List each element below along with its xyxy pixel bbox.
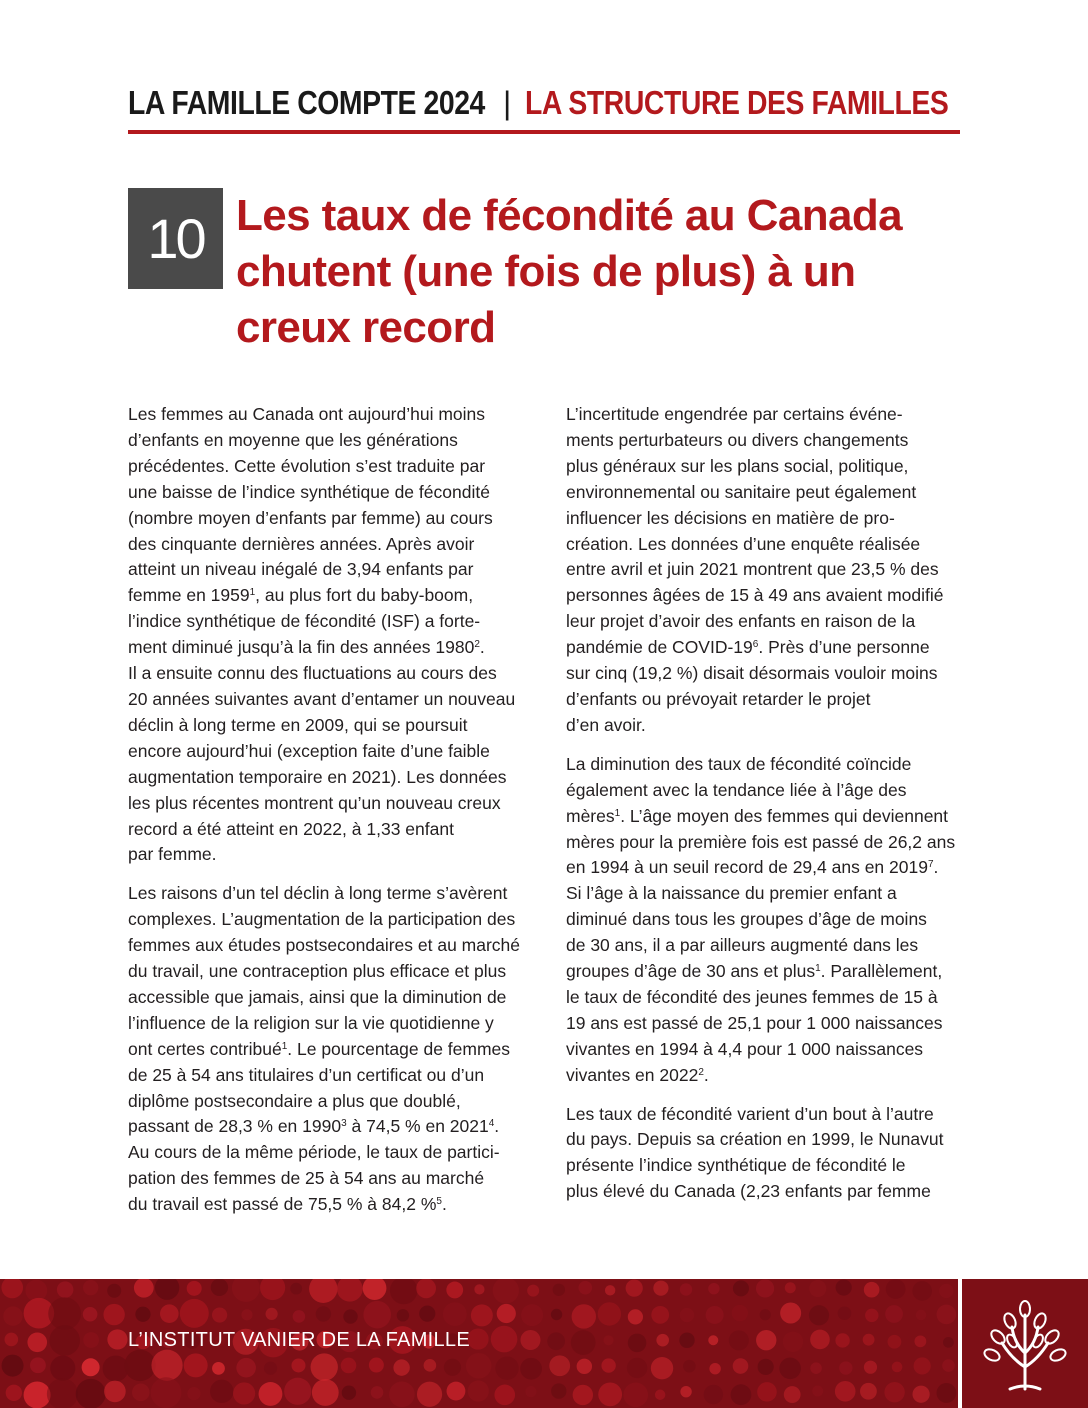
decorative-dot <box>603 1335 613 1345</box>
decorative-dot <box>371 1386 384 1399</box>
decorative-dot <box>312 1379 339 1406</box>
footnote-ref: 2 <box>474 639 480 651</box>
decorative-dot <box>651 1357 673 1379</box>
text-fragment: . L’âge moyen des femmes qui deviennent <box>620 805 949 826</box>
decorative-dot <box>266 1308 278 1320</box>
text-line <box>566 635 974 661</box>
text-line: 20 années suivantes avant d’entamer un nouveau <box>128 688 516 709</box>
decorative-dot <box>942 1359 955 1372</box>
decorative-dot <box>651 1306 669 1324</box>
decorative-dot <box>180 1299 209 1328</box>
decorative-dot <box>914 1335 926 1347</box>
text-fragment: groupes d’âge de 30 ans et plus <box>566 961 816 982</box>
article-title <box>236 188 976 356</box>
text-fragment: . <box>703 1064 709 1085</box>
decorative-dot <box>363 1301 391 1329</box>
text-line: ments perturbateurs ou divers changements <box>566 429 909 450</box>
decorative-dot <box>937 1305 957 1325</box>
decorative-dot <box>212 1307 227 1322</box>
decorative-dot <box>758 1359 774 1375</box>
decorative-dot <box>107 1329 127 1349</box>
decorative-dot <box>810 1330 830 1350</box>
decorative-dot <box>865 1309 878 1322</box>
text-line <box>566 804 974 830</box>
text-line: (nombre moyen d’enfants par femme) au cours <box>128 507 493 528</box>
text-line: plus généraux sur les plans social, politique, <box>566 455 909 476</box>
text-line: également avec la tendance liée à l’âge des <box>566 779 907 800</box>
decorative-dot <box>679 1333 694 1348</box>
decorative-dot <box>627 1358 647 1378</box>
text-line: environnemental ou sanitaire peut également <box>566 481 917 502</box>
decorative-dot <box>731 1384 752 1405</box>
decorative-dot <box>444 1359 461 1376</box>
tree-icon <box>962 1279 1088 1408</box>
text-fragment: . <box>479 637 485 658</box>
decorative-dot <box>337 1279 363 1302</box>
decorative-dot <box>467 1328 488 1349</box>
text-line <box>128 635 538 661</box>
text-line: par femme. <box>128 844 217 865</box>
text-line: personnes âgées de 15 à 49 ans avaient modifié <box>566 585 944 606</box>
decorative-dot <box>363 1279 387 1300</box>
decorative-dot <box>369 1358 384 1373</box>
decorative-dot <box>835 1381 856 1402</box>
title-line: Les taux de fécondité au Canada <box>236 191 903 240</box>
decorative-dot <box>210 1380 233 1403</box>
text-line: Il a ensuite connu des fluctuations au cours des <box>128 663 497 684</box>
decorative-dot <box>187 1281 202 1296</box>
decorative-dot <box>424 1359 437 1372</box>
decorative-dot <box>780 1303 801 1324</box>
decorative-dot <box>553 1284 565 1296</box>
footnote-ref: 2 <box>698 1066 704 1078</box>
decorative-dot <box>497 1304 516 1323</box>
footnote-ref: 6 <box>752 639 759 651</box>
decorative-dot <box>683 1360 696 1373</box>
text-line: record a été atteint en 2022, à 1,33 enfant <box>128 818 454 839</box>
decorative-dot <box>443 1302 467 1326</box>
decorative-dot <box>1 1279 23 1298</box>
text-line: des cinquante dernières années. Après avoir <box>128 533 475 554</box>
text-line: mères pour la première fois est passé de 26,2 ans <box>566 831 956 852</box>
title-line: chutent (une fois de plus) à un <box>236 247 856 296</box>
text-line: plus élevé du Canada (2,23 enfants par femme <box>566 1181 931 1202</box>
text-line: de 30 ans, il a par ailleurs augmenté dans les <box>566 935 919 956</box>
decorative-dot <box>863 1334 875 1346</box>
text-line: 19 ans est passé de 25,1 pour 1 000 naissances <box>566 1012 943 1033</box>
text-line: vivantes en 1994 à 4,4 pour 1 000 naissances <box>566 1038 924 1059</box>
decorative-dot <box>474 1284 484 1294</box>
text-line: Les raisons d’un tel déclin à long terme s’avèrent <box>128 883 508 904</box>
text-line: L’incertitude engendrée par certains événe- <box>566 404 903 424</box>
decorative-dot <box>342 1386 356 1400</box>
section-title: LA STRUCTURE DES FAMILLES <box>525 84 949 121</box>
decorative-dot <box>708 1283 719 1294</box>
decorative-dot <box>468 1380 489 1401</box>
decorative-dot <box>783 1332 803 1352</box>
text-line: présente l’indice synthétique de fécondité le <box>566 1155 906 1176</box>
decorative-dot <box>706 1306 724 1324</box>
decorative-dot <box>836 1279 852 1295</box>
text-line: Les taux de fécondité varient d’un bout à l’autre <box>566 1103 934 1124</box>
decorative-dot <box>47 1378 78 1408</box>
text-fragment: en 1994 à un seuil record de 29,4 ans en 2019 <box>566 857 928 878</box>
decorative-dot <box>708 1335 718 1345</box>
decorative-dot <box>135 1307 150 1322</box>
decorative-dot <box>446 1282 463 1299</box>
decorative-dot <box>598 1302 621 1325</box>
decorative-dot <box>888 1335 902 1349</box>
text-fragment: . Le pourcentage de femmes <box>287 1038 511 1059</box>
decorative-dot <box>680 1308 694 1322</box>
text-line: du travail, une contraception plus efficace et plus <box>128 961 507 982</box>
decorative-dot <box>864 1361 877 1374</box>
text-line: d’enfants ou prévoyait retarder le projet <box>566 688 871 709</box>
text-fragment: ment diminué jusqu’à la fin des années 1980 <box>128 637 475 658</box>
decorative-dot <box>27 1332 47 1352</box>
decorative-dot <box>520 1330 540 1350</box>
decorative-dot <box>134 1279 154 1298</box>
decorative-dot <box>838 1306 852 1320</box>
decorative-dot <box>316 1306 331 1321</box>
decorative-dot <box>756 1330 776 1350</box>
decorative-dot <box>83 1332 99 1348</box>
decorative-dot <box>623 1383 648 1408</box>
decorative-dot <box>939 1284 953 1298</box>
text-fragment: mères <box>566 805 615 826</box>
footnote-ref: 7 <box>927 859 934 871</box>
text-line: du pays. Depuis sa création en 1999, le Nunavut <box>566 1129 944 1150</box>
decorative-dot <box>132 1384 150 1402</box>
decorative-dot <box>284 1378 311 1405</box>
decorative-dot <box>419 1306 435 1322</box>
decorative-dot <box>466 1353 492 1379</box>
decorative-dot <box>30 1357 46 1373</box>
logo <box>962 1279 1088 1408</box>
decorative-dot <box>892 1362 903 1373</box>
decorative-dot <box>784 1386 801 1403</box>
decorative-dot <box>494 1385 515 1406</box>
header-rule <box>128 130 960 134</box>
decorative-dot <box>732 1305 748 1321</box>
decorative-dot <box>104 1381 126 1403</box>
decorative-dot <box>24 1381 51 1408</box>
decorative-dot <box>598 1382 622 1406</box>
decorative-dot <box>916 1310 927 1321</box>
decorative-dot <box>107 1284 121 1298</box>
decorative-dot <box>343 1309 357 1323</box>
decorative-dot <box>57 1281 74 1298</box>
decorative-dot <box>83 1280 98 1295</box>
decorative-dot <box>6 1385 22 1401</box>
text-fragment: ont certes contribué <box>128 1038 282 1059</box>
text-line: l’influence de la religion sur la vie quotidienne y <box>128 1012 494 1033</box>
decorative-dot <box>417 1382 442 1407</box>
decorative-dot <box>124 1350 155 1381</box>
article-number: 10 <box>128 188 223 289</box>
text-line: d’en avoir. <box>566 714 646 735</box>
decorative-dot <box>264 1362 277 1375</box>
decorative-dot <box>311 1353 338 1380</box>
decorative-dot <box>3 1306 22 1325</box>
decorative-dot <box>495 1356 518 1379</box>
footnote-ref: 1 <box>815 963 821 975</box>
decorative-dot <box>187 1387 200 1400</box>
decorative-dot <box>293 1310 306 1323</box>
decorative-dot <box>491 1326 518 1353</box>
text-line <box>128 1114 538 1140</box>
text-fragment: . <box>933 857 939 878</box>
text-line: création. Les données d’une enquête réalisée <box>566 533 921 554</box>
decorative-dot <box>290 1283 302 1295</box>
decorative-dot <box>884 1382 904 1402</box>
text-fragment: passant de 28,3 % en 1990 <box>128 1116 342 1137</box>
text-line <box>566 855 974 881</box>
footnote-ref: 5 <box>436 1196 442 1208</box>
decorative-dot <box>785 1282 796 1293</box>
text-fragment: vivantes en 2022 <box>566 1064 699 1085</box>
decorative-dot <box>912 1386 929 1403</box>
decorative-dot <box>839 1361 852 1374</box>
decorative-dot <box>341 1358 357 1374</box>
decorative-dot <box>914 1357 931 1374</box>
decorative-dot <box>809 1280 826 1297</box>
decorative-dot <box>493 1279 519 1304</box>
footnote-ref: 1 <box>249 587 256 599</box>
decorative-dot <box>525 1386 536 1397</box>
text-line: pation des femmes de 25 à 54 ans au marché <box>128 1168 485 1189</box>
decorative-dot <box>579 1281 593 1295</box>
text-fragment: du travail est passé de 75,5 % à 84,2 % <box>128 1194 437 1215</box>
decorative-dot <box>809 1305 829 1325</box>
text-line: accessible que jamais, ainsi que la diminution de <box>128 986 507 1007</box>
decorative-dot <box>653 1281 668 1296</box>
decorative-dot <box>393 1359 409 1375</box>
decorative-dot <box>810 1362 822 1374</box>
text-fragment: . <box>441 1194 447 1215</box>
text-line: Si l’âge à la naissance du premier enfant a <box>566 883 897 904</box>
decorative-dot <box>416 1279 436 1298</box>
footnote-ref: 1 <box>614 807 621 819</box>
decorative-dot <box>397 1309 409 1321</box>
decorative-dot <box>628 1309 643 1324</box>
decorative-dot <box>232 1279 260 1302</box>
decorative-dot <box>2 1355 24 1377</box>
decorative-dot <box>760 1309 771 1320</box>
decorative-dot <box>779 1358 801 1380</box>
decorative-dot <box>5 1333 19 1347</box>
decorative-dot <box>885 1305 903 1323</box>
decorative-dot <box>160 1304 179 1323</box>
text-line: sur cinq (19,2 %) disait désormais vouloir moins <box>566 663 938 684</box>
decorative-dot <box>864 1282 880 1298</box>
text-fragment: à 74,5 % en 2021 <box>346 1116 489 1137</box>
paragraph <box>566 1102 974 1206</box>
decorative-dot <box>551 1383 566 1398</box>
decorative-dot <box>680 1386 691 1397</box>
decorative-dot <box>549 1355 570 1376</box>
decorative-dot <box>860 1383 877 1400</box>
decorative-dot <box>155 1279 179 1300</box>
decorative-dot <box>212 1362 225 1375</box>
decorative-dot <box>259 1382 283 1406</box>
text-line <box>128 1192 538 1218</box>
decorative-dot <box>49 1325 80 1356</box>
text-line: de 25 à 54 ans titulaires d’un certificat ou d’un <box>128 1064 485 1085</box>
text-line <box>128 1037 538 1063</box>
decorative-dot <box>291 1358 305 1372</box>
text-fragment: , au plus fort du baby-boom, <box>255 585 474 606</box>
publication-title: LA FAMILLE COMPTE 2024 <box>128 84 485 121</box>
organization-name: L’INSTITUT VANIER DE LA FAMILLE <box>128 1329 470 1351</box>
right-column <box>566 402 974 1218</box>
decorative-dot <box>83 1307 98 1322</box>
decorative-dot <box>82 1358 100 1376</box>
decorative-dot <box>733 1358 749 1374</box>
decorative-dot <box>572 1304 596 1328</box>
decorative-dot <box>886 1279 906 1299</box>
text-line: précédentes. Cette évolution s’est traduite par <box>128 455 486 476</box>
decorative-dot <box>103 1304 124 1325</box>
text-line: d’enfants en moyenne que les générations <box>128 429 458 450</box>
footnote-ref: 1 <box>281 1040 288 1052</box>
decorative-dot <box>573 1385 593 1405</box>
decorative-dot <box>729 1330 749 1350</box>
decorative-dot <box>309 1279 337 1303</box>
decorative-dot <box>471 1304 493 1326</box>
paragraph <box>128 881 538 1218</box>
decorative-dot <box>733 1280 749 1296</box>
text-line: complexes. L’augmentation de la participation des <box>128 909 516 930</box>
decorative-dot <box>937 1383 957 1403</box>
text-line: femmes aux études postsecondaires et au marché <box>128 935 521 956</box>
decorative-dot <box>655 1390 665 1400</box>
text-line: diplôme postsecondaire a plus que doublé, <box>128 1090 461 1111</box>
decorative-dot <box>628 1334 647 1353</box>
decorative-dot <box>626 1280 643 1297</box>
decorative-dot <box>151 1377 182 1408</box>
text-fragment: femme en 1959 <box>128 585 250 606</box>
decorative-dot <box>520 1358 542 1380</box>
text-line: déclin à long terme en 2009, qui se poursuit <box>128 714 468 735</box>
text-line: atteint un niveau inégalé de 3,94 enfants par <box>128 559 474 580</box>
decorative-dot <box>233 1382 255 1404</box>
paragraph <box>128 402 538 868</box>
decorative-dot <box>551 1309 562 1320</box>
decorative-dot <box>577 1359 592 1374</box>
decorative-dot <box>48 1297 81 1330</box>
text-line: La diminution des taux de fécondité coïncide <box>566 753 912 774</box>
text-line <box>566 1063 974 1089</box>
text-line: entre avril et juin 2021 montrent que 23,5 % des <box>566 559 939 580</box>
text-line: diminué dans tous les groupes d’âge de moins <box>566 909 927 930</box>
decorative-dot <box>812 1386 823 1397</box>
decorative-dot <box>447 1382 466 1401</box>
page-header <box>128 84 960 136</box>
decorative-dot <box>184 1353 208 1377</box>
decorative-dot <box>390 1279 418 1304</box>
decorative-dot <box>605 1285 615 1295</box>
decorative-dot <box>547 1332 565 1350</box>
text-fragment: . <box>494 1116 500 1137</box>
decorative-dot <box>236 1358 256 1378</box>
text-line: leur projet d’avoir des enfants en raison de la <box>566 611 916 632</box>
decorative-dot <box>656 1334 669 1347</box>
text-line: les plus récentes montrent qu’un nouveau creux <box>128 792 501 813</box>
footnote-ref: 4 <box>488 1118 495 1130</box>
text-line: influencer les décisions en matière de pro- <box>566 507 895 528</box>
paragraph <box>566 752 974 1089</box>
decorative-dot <box>756 1279 774 1297</box>
text-line: encore aujourd’hui (exception faite d’une faible <box>128 740 490 761</box>
text-fragment: . Parallèlement, <box>820 961 943 982</box>
text-line: Au cours de la même période, le taux de partici- <box>128 1142 500 1163</box>
text-line: Les femmes au Canada ont aujourd’hui moins <box>128 404 486 424</box>
decorative-dot <box>757 1382 777 1402</box>
text-line <box>566 959 974 985</box>
decorative-dot <box>601 1358 615 1372</box>
title-line: creux record <box>236 303 496 352</box>
decorative-dot <box>943 1337 954 1348</box>
decorative-dot <box>50 1356 75 1381</box>
decorative-dot <box>912 1281 932 1301</box>
header-separator: | <box>503 84 512 121</box>
decorative-dot <box>241 1309 252 1320</box>
text-line: une baisse de l’indice synthétique de fécondité <box>128 481 490 502</box>
paragraph <box>566 402 974 739</box>
decorative-dot <box>680 1283 692 1295</box>
decorative-dot <box>571 1330 596 1355</box>
text-line: le taux de fécondité des jeunes femmes de 15 à <box>566 986 938 1007</box>
text-line: augmentation temporaire en 2021). Les données <box>128 766 507 787</box>
decorative-dot <box>260 1279 285 1300</box>
text-line <box>128 583 538 609</box>
decorative-dot <box>527 1285 539 1297</box>
text-fragment: pandémie de COVID-19 <box>566 637 753 658</box>
decorative-dot <box>704 1385 723 1404</box>
decorative-dot <box>151 1350 182 1381</box>
footnote-ref: 3 <box>341 1118 347 1130</box>
decorative-dot <box>709 1363 720 1374</box>
decorative-dot <box>521 1304 543 1326</box>
text-line: l’indice synthétique de fécondité (ISF) a forte- <box>128 611 481 632</box>
decorative-dot <box>389 1381 415 1407</box>
decorative-dot <box>211 1279 228 1296</box>
text-fragment: . Près d’une personne <box>758 637 930 658</box>
left-column <box>128 402 538 1231</box>
decorative-dot <box>835 1333 849 1347</box>
decorative-dot <box>76 1379 106 1408</box>
